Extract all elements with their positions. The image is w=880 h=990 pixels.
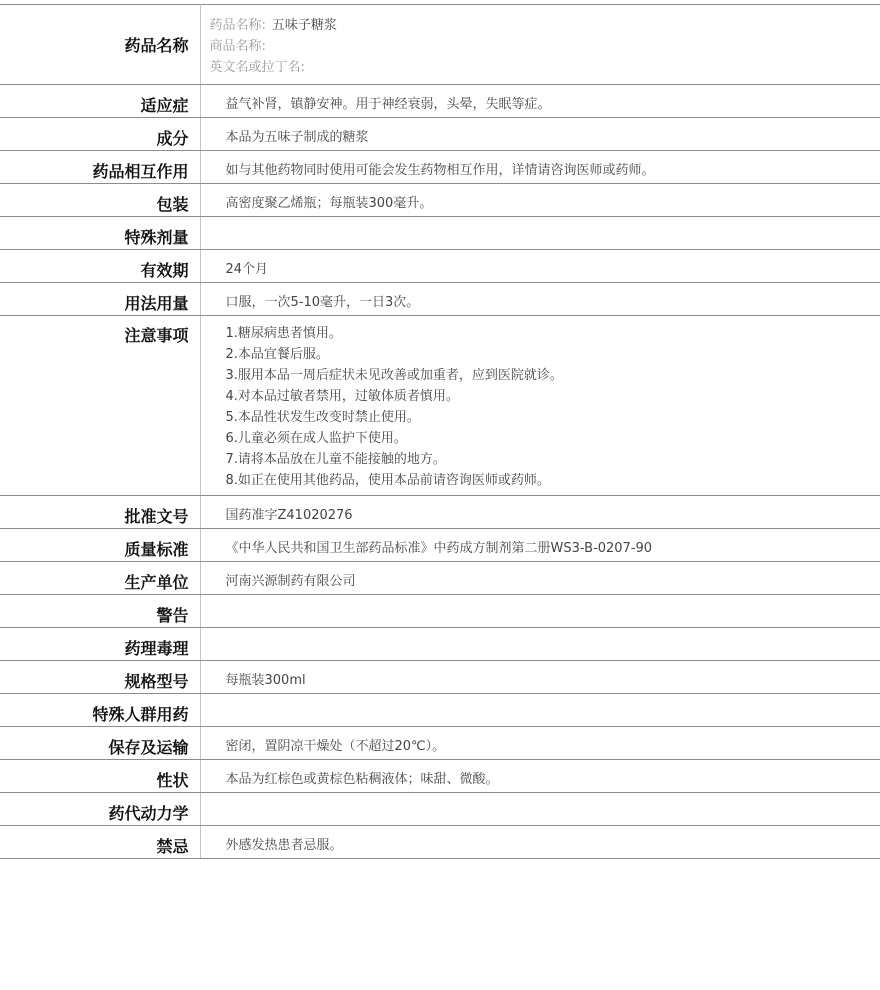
row-label: 用法用量 <box>0 283 200 316</box>
drug-names-cell <box>200 5 880 85</box>
row-shelf-life <box>0 250 880 283</box>
row-value: 河南兴源制药有限公司 <box>200 562 880 595</box>
row-value: 如与其他药物同时使用可能会发生药物相互作用，详情请咨询医师或药师。 <box>200 151 880 184</box>
row-value: 高密度聚乙烯瓶；每瓶装300毫升。 <box>200 184 880 217</box>
row-label: 成分 <box>0 118 200 151</box>
drug-name-key: 药品名称: <box>209 18 266 33</box>
row-approval-number <box>0 496 880 529</box>
drug-name-line <box>210 15 880 36</box>
row-label: 性状 <box>0 760 200 793</box>
row-label: 有效期 <box>0 250 200 283</box>
row-value: 外感发热患者忌服。 <box>200 826 880 859</box>
row-value: 口服，一次5-10毫升，一日3次。 <box>200 283 880 316</box>
row-interactions <box>0 151 880 184</box>
row-pharmacokinetics <box>0 793 880 826</box>
row-label: 药理毒理 <box>0 628 200 661</box>
row-usage-dosage <box>0 283 880 316</box>
row-label: 保存及运输 <box>0 727 200 760</box>
row-value: 24个月 <box>200 250 880 283</box>
trade-name-key: 商品名称: <box>209 39 266 54</box>
row-value <box>200 694 880 727</box>
row-warning <box>0 595 880 628</box>
row-value <box>200 793 880 826</box>
row-value <box>200 217 880 250</box>
row-value: 密闭，置阴凉干燥处（不超过20℃）。 <box>200 727 880 760</box>
row-packaging <box>0 184 880 217</box>
row-storage-transport <box>0 727 880 760</box>
row-specification <box>0 661 880 694</box>
row-value: 本品为五味子制成的糖浆 <box>200 118 880 151</box>
drug-spec-table <box>0 4 880 859</box>
row-label: 包装 <box>0 184 200 217</box>
row-appearance <box>0 760 880 793</box>
list-item: 6.儿童必须在成人监护下使用。 <box>225 431 407 446</box>
row-value: 每瓶装300ml <box>200 661 880 694</box>
row-contraindications <box>0 826 880 859</box>
row-value <box>200 595 880 628</box>
row-manufacturer <box>0 562 880 595</box>
row-label: 药品相互作用 <box>0 151 200 184</box>
list-item: 8.如正在使用其他药品，使用本品前请咨询医师或药师。 <box>225 473 550 488</box>
precautions-list <box>200 316 880 496</box>
row-precautions <box>0 316 880 496</box>
row-label: 生产单位 <box>0 562 200 595</box>
row-label: 药代动力学 <box>0 793 200 826</box>
row-drug-names <box>0 5 880 85</box>
list-item: 1.糖尿病患者慎用。 <box>225 326 342 341</box>
drug-name-value: 五味子糖浆 <box>271 18 337 33</box>
list-item: 2.本品宜餐后服。 <box>225 347 329 362</box>
row-value: 本品为红棕色或黄棕色粘稠液体；味甜、微酸。 <box>200 760 880 793</box>
list-item: 7.请将本品放在儿童不能接触的地方。 <box>225 452 446 467</box>
trade-name-line <box>210 36 880 57</box>
row-label: 特殊剂量 <box>0 217 200 250</box>
english-name-key: 英文名或拉丁名: <box>209 60 305 75</box>
row-pharmacology <box>0 628 880 661</box>
list-item: 4.对本品过敏者禁用，过敏体质者慎用。 <box>225 389 459 404</box>
row-label: 药品名称 <box>0 5 200 85</box>
row-label: 质量标准 <box>0 529 200 562</box>
row-value: 《中华人民共和国卫生部药品标准》中药成方制剂第二册WS3-B-0207-90 <box>200 529 880 562</box>
english-name-line <box>210 57 880 78</box>
row-value: 国药准字Z41020276 <box>200 496 880 529</box>
row-label: 规格型号 <box>0 661 200 694</box>
row-ingredients <box>0 118 880 151</box>
row-indications <box>0 85 880 118</box>
row-label: 警告 <box>0 595 200 628</box>
list-item: 3.服用本品一周后症状未见改善或加重者，应到医院就诊。 <box>225 368 563 383</box>
row-quality-standard <box>0 529 880 562</box>
row-value: 益气补肾，镇静安神。用于神经衰弱，头晕，失眠等症。 <box>200 85 880 118</box>
row-label: 适应症 <box>0 85 200 118</box>
row-special-dosage <box>0 217 880 250</box>
row-special-populations <box>0 694 880 727</box>
row-label: 特殊人群用药 <box>0 694 200 727</box>
row-label: 禁忌 <box>0 826 200 859</box>
row-label: 注意事项 <box>0 316 200 496</box>
row-label: 批准文号 <box>0 496 200 529</box>
list-item: 5.本品性状发生改变时禁止使用。 <box>225 410 420 425</box>
row-value <box>200 628 880 661</box>
